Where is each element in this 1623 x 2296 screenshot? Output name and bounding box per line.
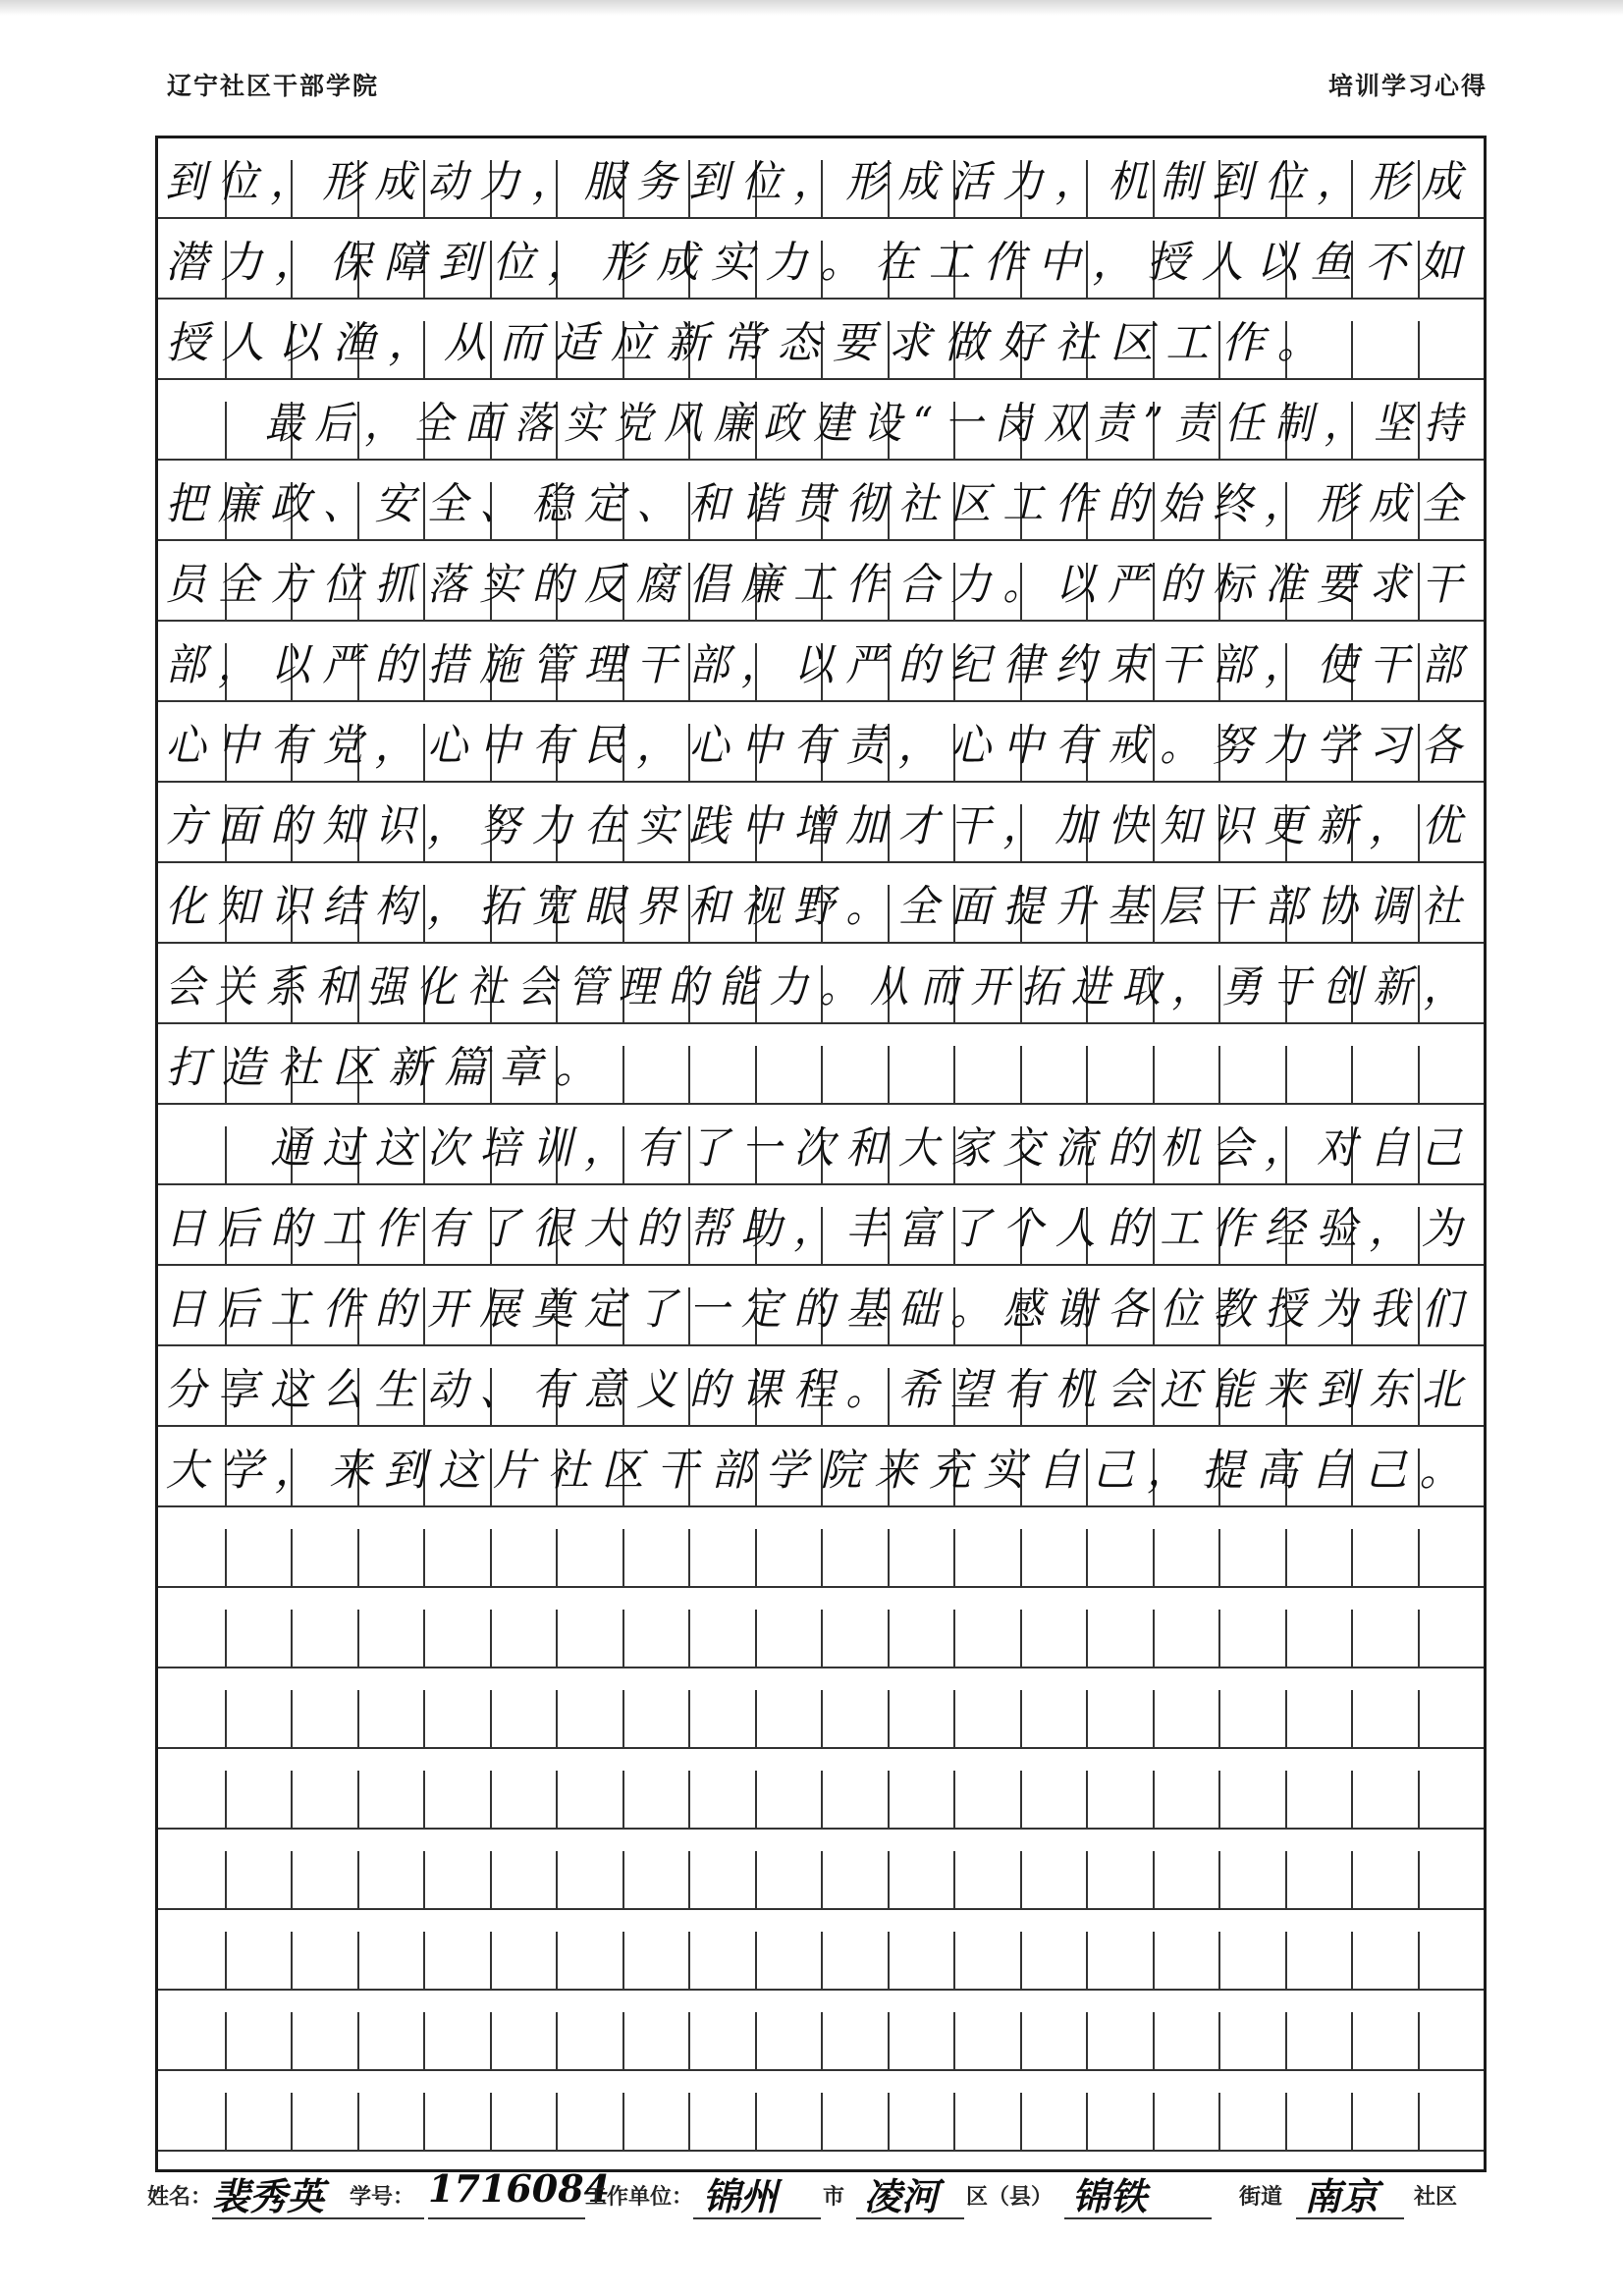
text-line: 授人以渔，从而适应新常态要求做好社区工作。 <box>165 318 1333 368</box>
text-line: 到位，形成动力，服务到位，形成活力，机制到位，形成 <box>165 157 1474 207</box>
community-value: 南京 <box>1304 2174 1380 2218</box>
student-no-label: 学号： <box>350 2185 415 2210</box>
text-line <box>158 1672 1474 1753</box>
name-value: 裴秀英 <box>212 2174 325 2218</box>
text-line <box>158 1592 1474 1672</box>
writing-sheet <box>155 136 1487 2172</box>
street-underline <box>1064 2217 1212 2219</box>
text-line: 员全方位抓落实的反腐倡廉工作合力。以严的标准要求干 <box>165 560 1474 610</box>
text-line: 日后工作的开展奠定了一定的基础。感谢各位教授为我们 <box>165 1285 1474 1335</box>
city-value: 锦州 <box>703 2174 779 2218</box>
signature-footer <box>0 2151 1623 2229</box>
city-underline <box>693 2217 821 2219</box>
district-value: 凌河 <box>864 2174 940 2218</box>
document-title: 培训学习心得 <box>1327 72 1488 100</box>
community-underline <box>1296 2217 1404 2219</box>
page-header <box>0 0 1623 118</box>
community-label: 社区 <box>1414 2185 1458 2210</box>
text-line: 大学，来到这片社区干部学院来充实自己，提高自己。 <box>165 1446 1475 1496</box>
text-line: 化知识结构，拓宽眼界和视野。全面提升基层干部协调社 <box>165 882 1474 932</box>
text-line: 把廉政、安全、稳定、和谐贯彻社区工作的始终，形成全 <box>165 479 1474 529</box>
district-underline <box>856 2217 964 2219</box>
text-line: 心中有党，心中有民，心中有责，心中有戒。努力学习各 <box>165 721 1474 771</box>
text-line: 最后，全面落实党风廉政建设“一岗双责”责任制，坚持 <box>165 399 1474 449</box>
text-line: 日后的工作有了很大的帮助，丰富了个人的工作经验，为 <box>165 1204 1474 1254</box>
text-line <box>158 1995 1474 2075</box>
text-line <box>158 1511 1474 1592</box>
student-no-value: 1716084 <box>428 2166 611 2211</box>
district-label: 区（县） <box>966 2185 1054 2210</box>
text-line: 分享这么生动、有意义的课程。希望有机会还能来到东北 <box>165 1365 1474 1415</box>
work-unit-label: 工作单位： <box>585 2185 694 2210</box>
street-value: 锦铁 <box>1072 2174 1148 2218</box>
text-line: 潜力，保障到位，形成实力。在工作中，授人以鱼不如 <box>165 238 1475 288</box>
institution-title: 辽宁社区干部学院 <box>167 72 380 100</box>
text-line: 打造社区新篇章。 <box>165 1043 611 1093</box>
name-label: 姓名： <box>147 2185 213 2210</box>
text-line: 通过这次培训，有了一次和大家交流的机会，对自己 <box>165 1123 1474 1174</box>
text-line <box>158 2075 1474 2156</box>
text-line: 方面的知识，努力在实践中增加才干，加快知识更新，优 <box>165 801 1474 851</box>
text-line: 部，以严的措施管理干部，以严的纪律约束干部，使干部 <box>165 640 1474 690</box>
text-line: 会关系和强化社会管理的能力。从而开拓进取，勇于创新， <box>165 962 1475 1012</box>
student-no-underline <box>428 2217 585 2219</box>
street-label: 街道 <box>1239 2185 1283 2210</box>
text-line <box>158 1914 1474 1995</box>
text-line <box>158 1753 1474 1833</box>
city-label: 市 <box>823 2185 845 2210</box>
name-underline <box>212 2217 424 2219</box>
text-line <box>158 1833 1474 1914</box>
